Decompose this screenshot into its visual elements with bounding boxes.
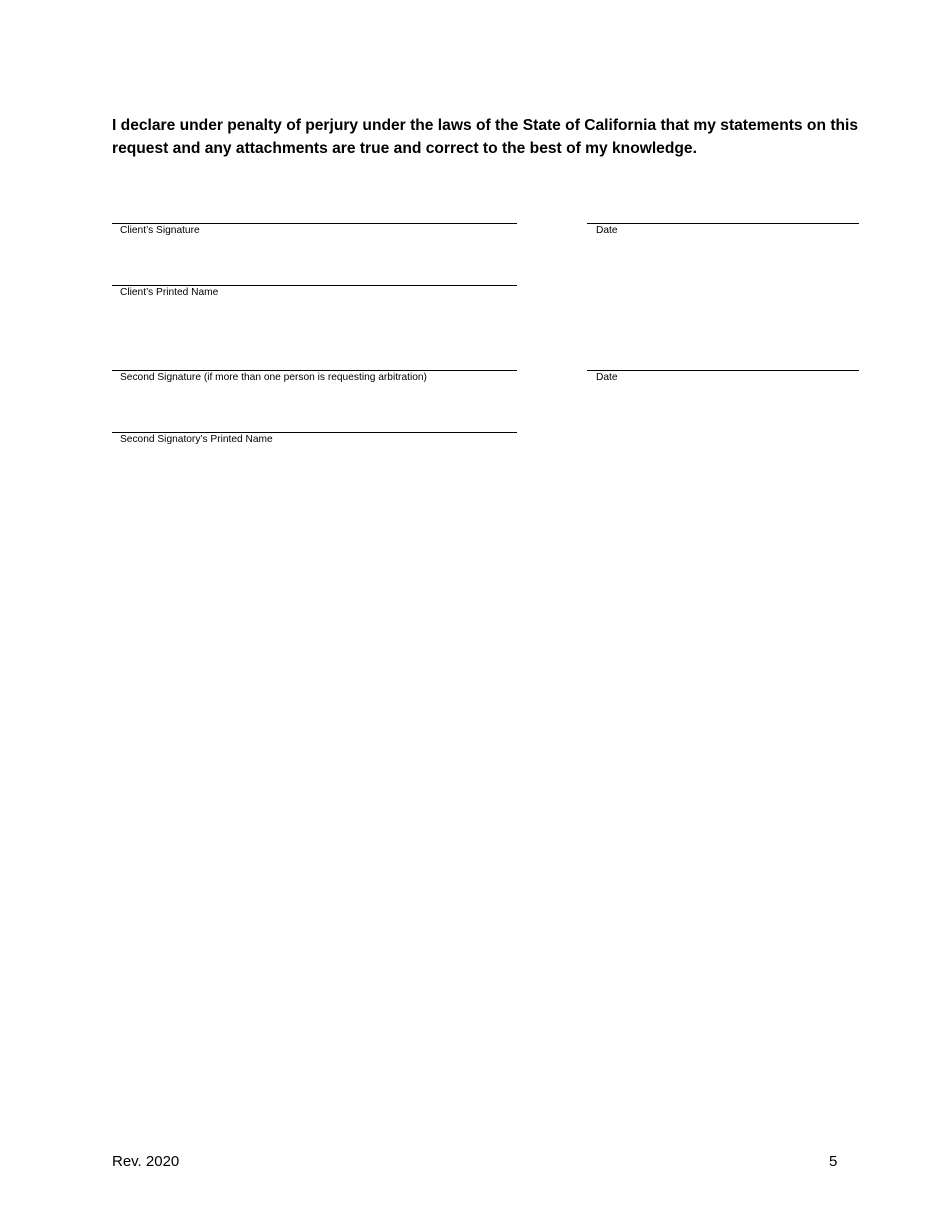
- client-signature-label: Client’s Signature: [120, 225, 200, 236]
- client-signature-line[interactable]: [112, 223, 517, 224]
- client-printed-name-label: Client’s Printed Name: [120, 287, 219, 298]
- client-printed-name-line[interactable]: [112, 285, 517, 286]
- second-signature-line[interactable]: [112, 370, 517, 371]
- page-number: 5: [829, 1153, 838, 1170]
- second-printed-name-label: Second Signatory’s Printed Name: [120, 434, 273, 445]
- second-signature-label: Second Signature (if more than one person is requesting arbitration): [120, 372, 427, 383]
- second-date-label: Date: [596, 372, 618, 383]
- second-date-line[interactable]: [587, 370, 859, 371]
- revision-footer: Rev. 2020: [112, 1153, 180, 1170]
- client-date-label: Date: [596, 225, 618, 236]
- client-date-line[interactable]: [587, 223, 859, 224]
- second-printed-name-line[interactable]: [112, 432, 517, 433]
- perjury-declaration: I declare under penalty of perjury under the laws of the State of California that my statements on this request and any attachments are true and correct to the best of my knowledge.: [112, 117, 859, 157]
